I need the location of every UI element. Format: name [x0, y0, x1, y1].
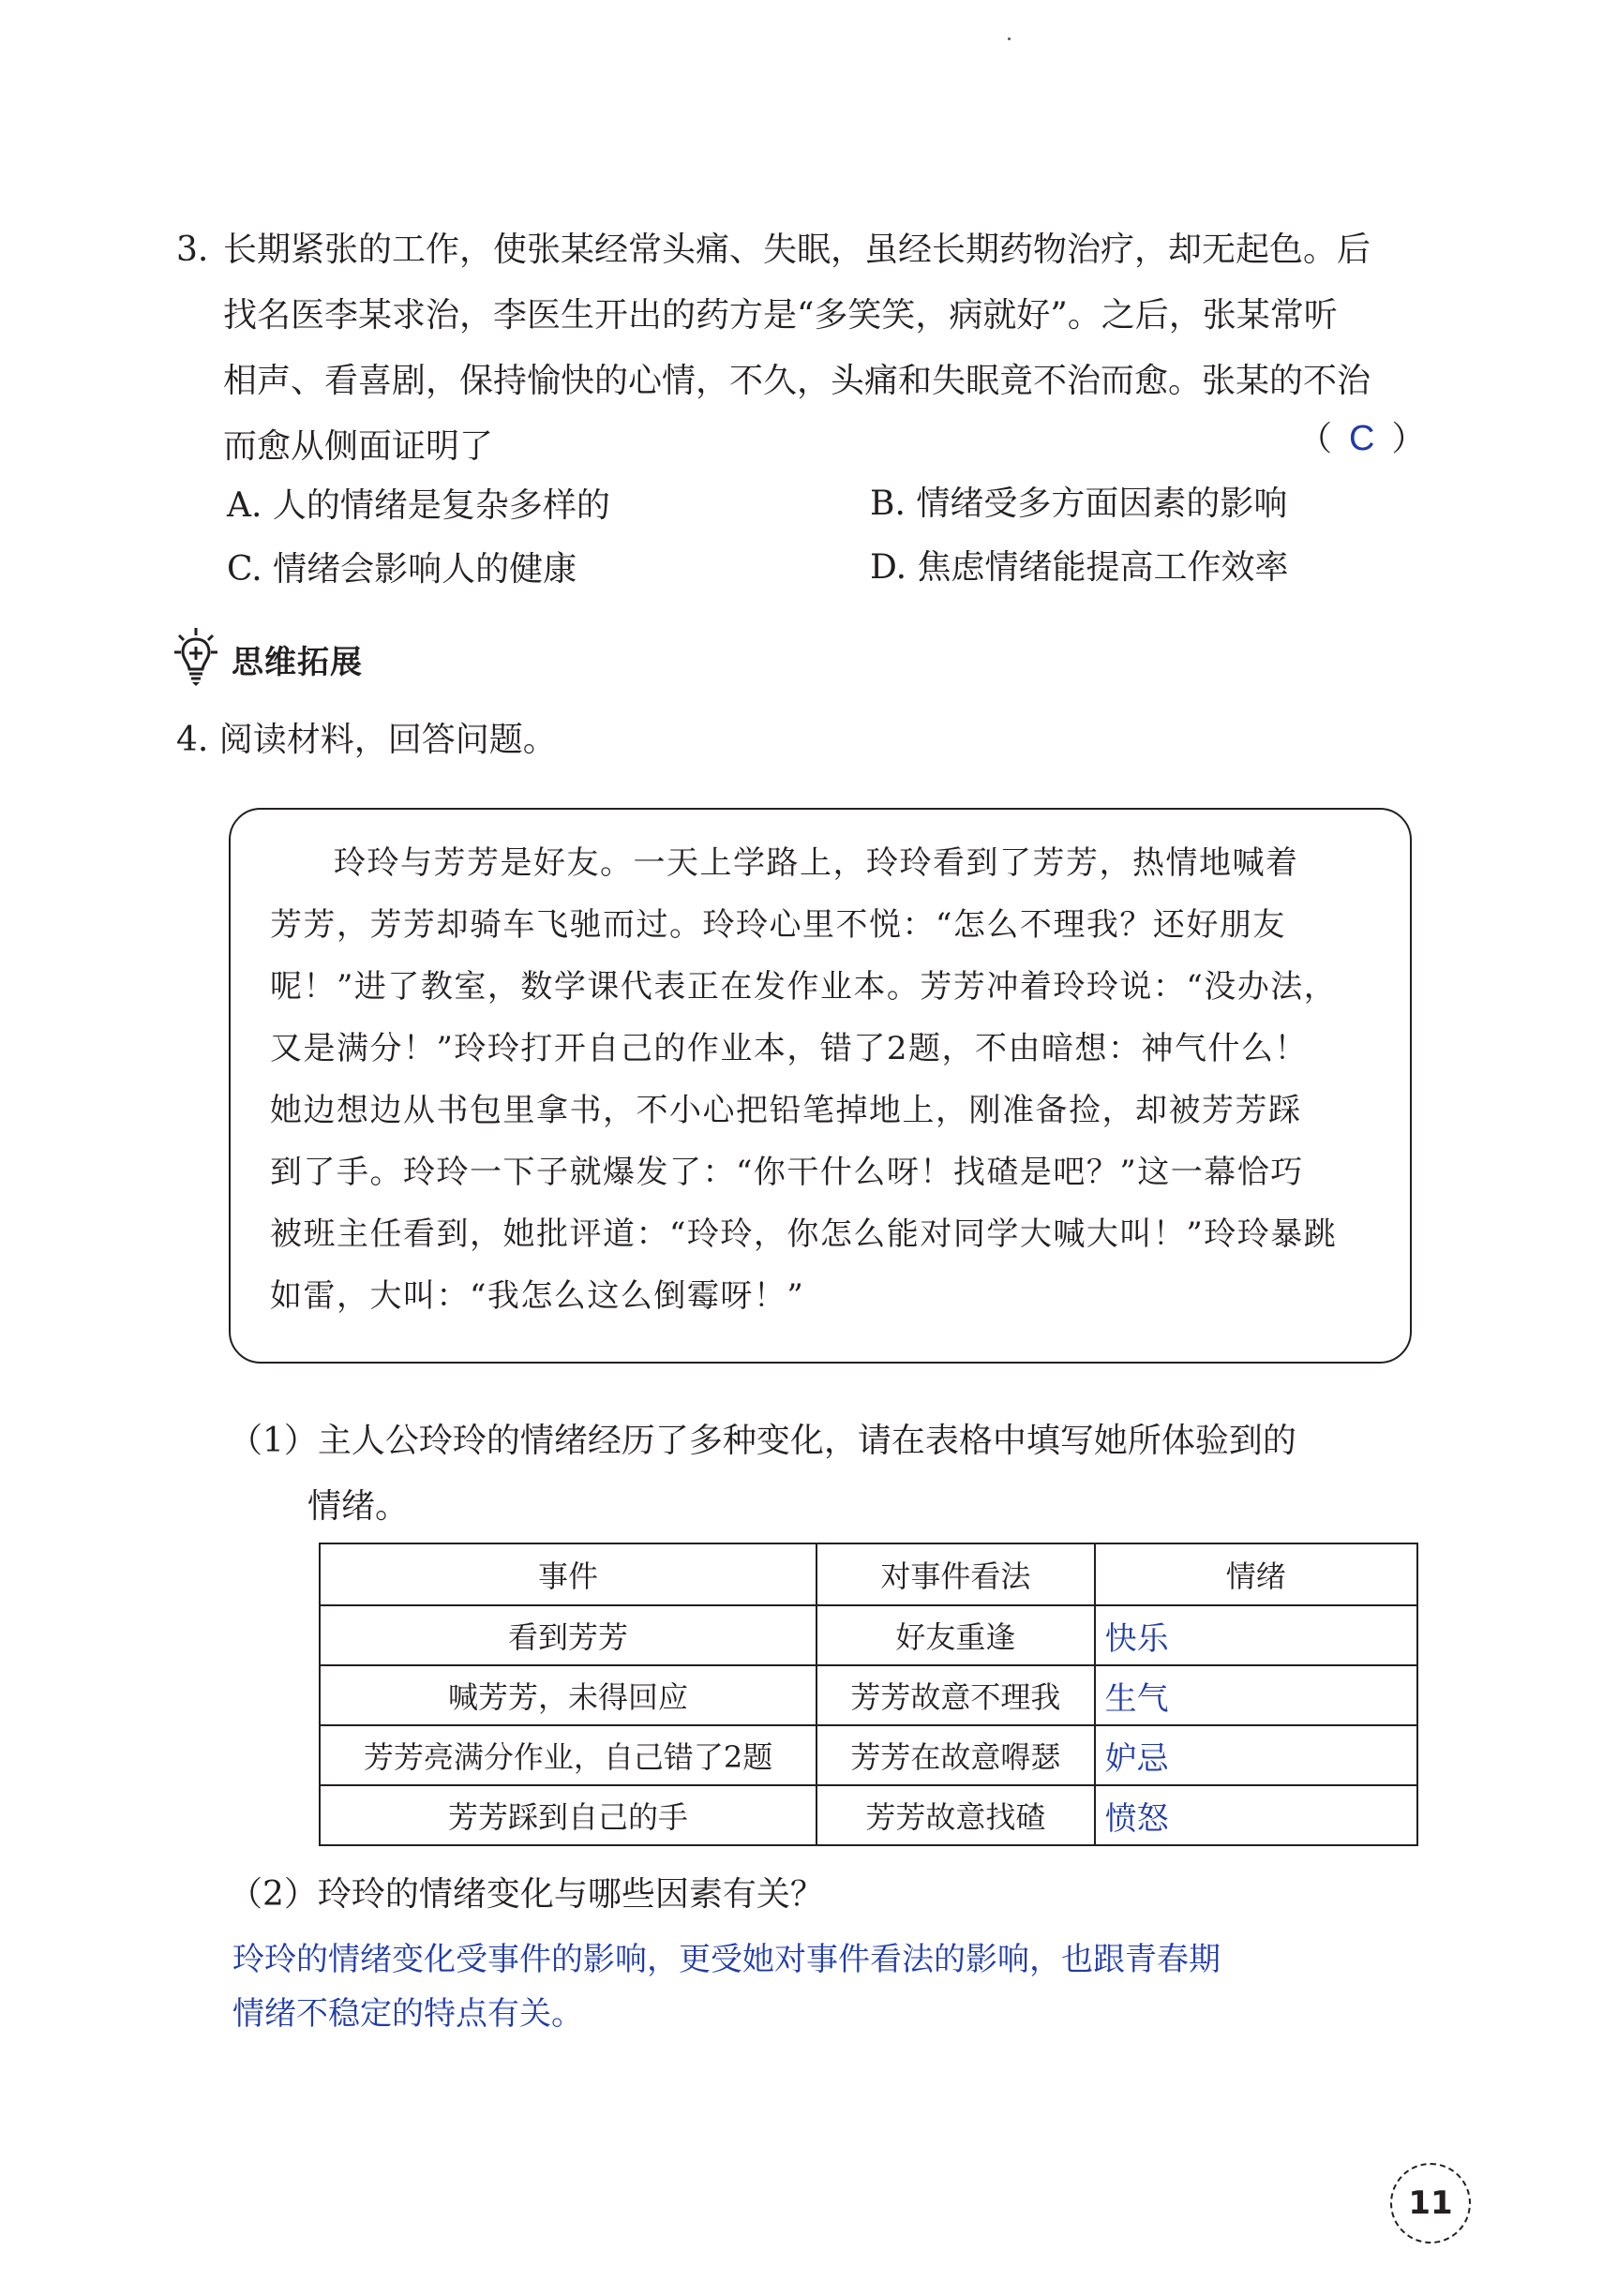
- answer-open-paren: （: [1298, 420, 1333, 458]
- table-row: [320, 1785, 1417, 1845]
- question-3-answer-blank: [1298, 410, 1425, 468]
- sub-question-2-answer-line-2: 情绪不稳定的特点有关。: [232, 1995, 583, 2033]
- sub-question-2: （2）玲玲的情绪变化与哪些因素有关？: [229, 1875, 824, 1914]
- table-row: [320, 1725, 1417, 1785]
- story-line-2: 芳芳，芳芳却骑车飞驰而过。玲玲心里不悦：“怎么不理我？还好朋友: [270, 906, 1286, 944]
- story-line-8: 如雷，大叫：“我怎么这么倒霉呀！”: [270, 1277, 805, 1315]
- table-cell-emotion: 快乐: [1095, 1605, 1417, 1665]
- scan-dot: [1008, 37, 1011, 40]
- table-cell-view: 好友重逢: [816, 1605, 1094, 1665]
- story-line-1: 玲玲与芳芳是好友。一天上学路上，玲玲看到了芳芳，热情地喊着: [334, 844, 1299, 882]
- table-header-event: 事件: [320, 1543, 816, 1605]
- sub-question-1-line-1: （1）主人公玲玲的情绪经历了多种变化，请在表格中填写她所体验到的: [229, 1422, 1296, 1460]
- section-title: 思维拓展: [232, 643, 363, 681]
- lightbulb-plus-icon: [173, 626, 218, 692]
- table-row: [320, 1605, 1417, 1665]
- table-cell-view: 芳芳故意不理我: [816, 1665, 1094, 1725]
- table-header-emotion: 情绪: [1095, 1543, 1417, 1605]
- table-row: [320, 1665, 1417, 1725]
- table-cell-view: 芳芳故意找碴: [816, 1785, 1094, 1845]
- table-cell-event: 看到芳芳: [320, 1605, 816, 1665]
- sub-question-1-line-2: 情绪。: [307, 1487, 410, 1526]
- table-cell-emotion: 妒忌: [1095, 1725, 1417, 1785]
- table-cell-emotion: 生气: [1095, 1665, 1417, 1725]
- story-line-7: 被班主任看到，她批评道：“玲玲，你怎么能对同学大喊大叫！”玲玲暴跳: [270, 1215, 1338, 1253]
- question-3-line-1: 长期紧张的工作，使张某经常头痛、失眠，虽经长期药物治疗，却无起色。后: [223, 231, 1371, 269]
- table-header-row: [320, 1543, 1417, 1605]
- answer-close-paren: ）: [1391, 420, 1426, 458]
- table-cell-view: 芳芳在故意嘚瑟: [816, 1725, 1094, 1785]
- table-cell-event: 芳芳亮满分作业，自己错了2题: [320, 1725, 816, 1785]
- story-line-6: 到了手。玲玲一下子就爆发了：“你干什么呀！找碴是吧？”这一幕恰巧: [270, 1154, 1304, 1191]
- table-cell-emotion: 愤怒: [1095, 1785, 1417, 1845]
- option-c: C. 情绪会影响人的健康: [227, 550, 577, 589]
- table-header-view: 对事件看法: [816, 1543, 1094, 1605]
- story-line-4: 又是满分！”玲玲打开自己的作业本，错了2题，不由暗想：神气什么！: [270, 1030, 1309, 1067]
- story-line-5: 她边想边从书包里拿书，不小心把铅笔掉地上，刚准备捡，却被芳芳踩: [270, 1092, 1302, 1129]
- question-4-title: 4. 阅读材料，回答问题。: [176, 721, 557, 759]
- question-3-answer: C: [1349, 419, 1375, 458]
- option-b: B. 情绪受多方面因素的影响: [870, 485, 1288, 523]
- section-header: [173, 626, 363, 692]
- table-cell-event: 喊芳芳，未得回应: [320, 1665, 816, 1725]
- question-3-line-3: 相声、看喜剧，保持愉快的心情，不久，头痛和失眠竟不治而愈。张某的不治: [223, 362, 1371, 400]
- story-line-3: 呢！”进了教室，数学课代表正在发作业本。芳芳冲着玲玲说：“没办法，: [270, 968, 1338, 1006]
- table-cell-event: 芳芳踩到自己的手: [320, 1785, 816, 1845]
- emotion-table: [319, 1543, 1418, 1846]
- page-number: 11: [1390, 2163, 1471, 2244]
- question-3-line-4: 而愈从侧面证明了: [223, 427, 494, 466]
- option-a: A. 人的情绪是复杂多样的: [227, 486, 610, 525]
- option-d: D. 焦虑情绪能提高工作效率: [870, 548, 1289, 587]
- question-3-number: 3.: [176, 231, 209, 269]
- question-3-line-2: 找名医李某求治，李医生开出的药方是“多笑笑，病就好”。之后，张某常听: [223, 296, 1338, 335]
- sub-question-2-answer-line-1: 玲玲的情绪变化受事件的影响，更受她对事件看法的影响，也跟青春期: [232, 1941, 1221, 1978]
